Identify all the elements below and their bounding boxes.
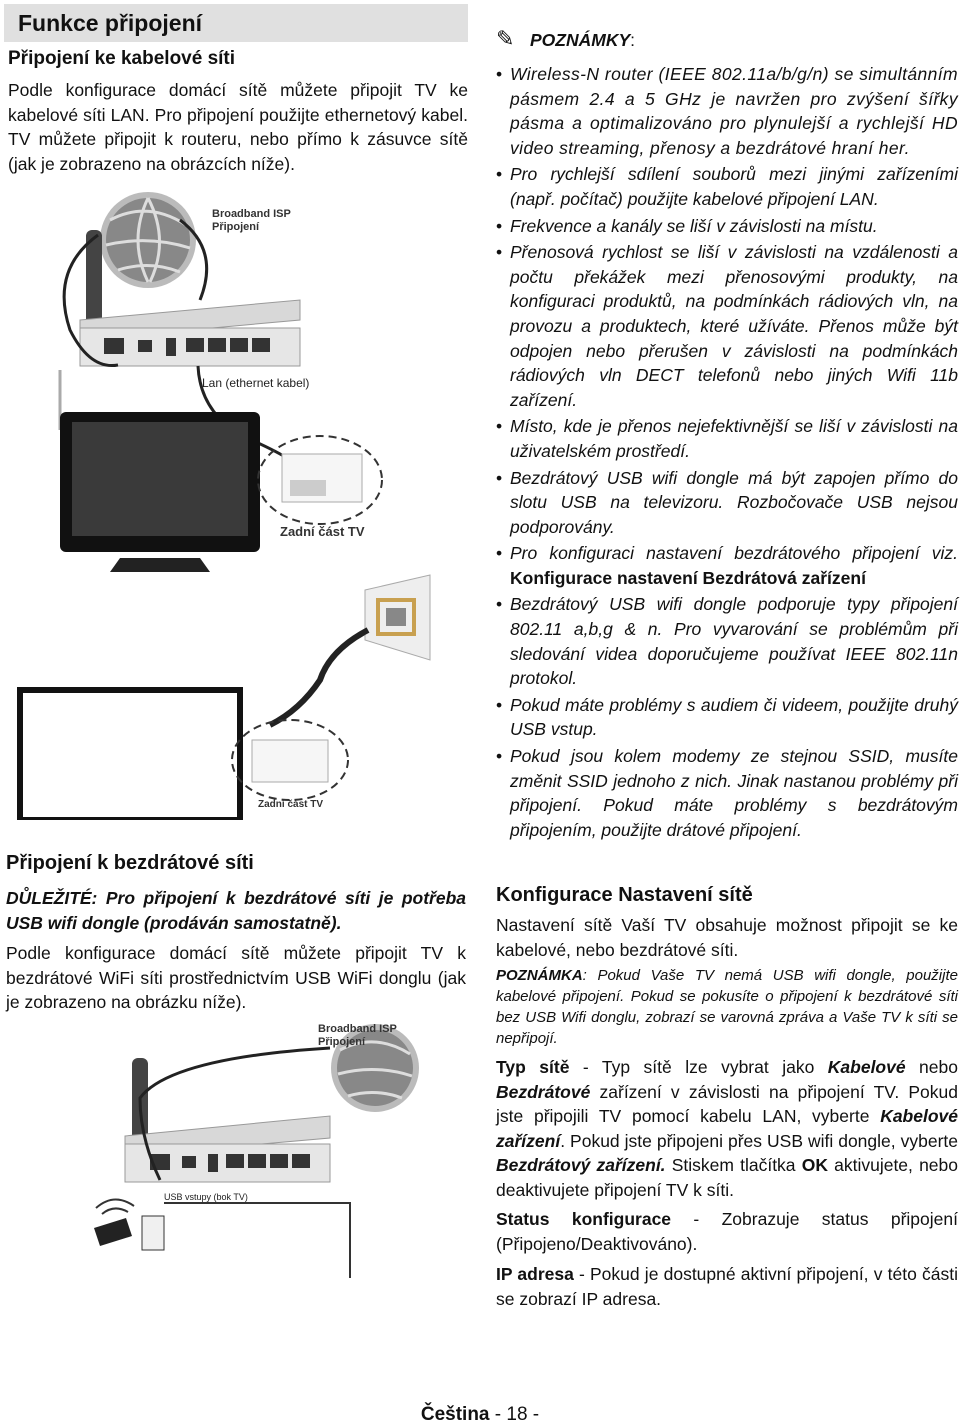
- wireless-text: Podle konfigurace domácí sítě můžete připojit TV k bezdrátové WiFi síti prostřednictvím USB WiFi donglu (jak je zobrazeno na obrázku níže).: [6, 943, 466, 1013]
- section-title: Funkce připojení: [18, 10, 203, 36]
- wired-connection-figure: [0, 180, 470, 820]
- wall-socket: [365, 575, 430, 660]
- pencil-icon: ✎: [496, 26, 515, 51]
- status-config-text: Status konfigurace - Zobrazuje status připojení (Připojeno/Deaktivováno).: [496, 1209, 958, 1254]
- note-item: • Wireless-N router (IEEE 802.11a/b/g/n) se simultánním pásmem 2.4 a 5 GHz je navržen pro zvýšení šířky pásma a optimalizováno pro plynulejší a rychlejší HD video streaming, přenosy a bezdrátové hraní her.: [496, 62, 958, 160]
- note-item: • Pro rychlejší sdílení souborů mezi jinými zařízeními (např. počítač) použijte kabelové připojení LAN.: [496, 162, 958, 211]
- notes-header: ✎ POZNÁMKY:: [496, 26, 636, 51]
- config-note: POZNÁMKA: Pokud Vaše TV nemá USB wifi dongle, použijte kabelové připojení. Pokud se pokusíte o připojení k bezdrátové síti bez USB Wifi donglu, zobrazí se varovná zpráva a Vaše TV k síti se nepřipojí.: [496, 967, 958, 1047]
- notes-list: [496, 62, 958, 844]
- usb-label: USB vstupy (bok TV): [164, 1192, 248, 1202]
- notes-label: POZNÁMKY: [530, 30, 631, 50]
- footer-language: Čeština: [420, 1404, 490, 1425]
- note-item: • Bezdrátový USB wifi dongle má být zapojen přímo do slotu USB na televizoru. Rozbočovače USB nejsou podporovány.: [496, 466, 958, 540]
- usb-dongle-icon: [94, 1199, 134, 1246]
- isp2-label-2: Připojení: [318, 1036, 366, 1048]
- globe-icon: [100, 192, 196, 288]
- tv-front: [60, 412, 260, 572]
- note-item: • Pro konfiguraci nastavení bezdrátového připojení viz. Konfigurace nastavení Bezdrátová zařízení: [496, 541, 958, 590]
- page-footer: [0, 1404, 960, 1426]
- note-item: • Pokud jsou kolem modemy ze stejnou SSID, musíte změnit SSID jednoho z nich. Jinak nastanou problémy při připojení. Pokud máte problémy s bezdrátovým připojením, použijte drátové připojení.: [496, 744, 958, 842]
- note-item: • Místo, kde je přenos nejefektivnější se liší v závislosti na uživatelském prostředí.: [496, 414, 958, 463]
- isp-label-2: Připojení: [212, 221, 260, 233]
- wired-text: Podle konfigurace domácí sítě můžete připojit TV ke kabelové síti LAN. Pro připojení použijte ethernetový kabel. TV můžete připojit k routeru, nebo přímo k zásuvce sítě (jak je zobrazeno na obrázcích níže).: [8, 80, 468, 174]
- isp2-label-1: Broadband ISP: [318, 1023, 397, 1035]
- note-item: • Přenosová rychlost se liší v závislosti na vzdálenosti a počtu překážek mezi přenosovými produkty, na konfiguraci produktů, na podmínkách rádiových vln, na provozu a produktech, které užíváte. Přenos může být odpojen nebo přerušen v závislosti na podmínkách rádiových vln DECT telefonů nebo jiných Wifi 11b zařízení.: [496, 240, 958, 412]
- important-note: DŮLEŽITÉ: Pro připojení k bezdrátové síti je potřeba USB wifi dongle (prodáván samostatně).: [6, 888, 466, 933]
- rear-label-1: Zadní část TV: [280, 524, 365, 539]
- note-item: • Bezdrátový USB wifi dongle podporuje typy připojení 802.11 a,b,g & n. Pro vyvarování se problémům při sledování videa doporučujeme používat IEEE 802.11n protokol.: [496, 592, 958, 690]
- section-title-band: [4, 4, 468, 42]
- router: [80, 300, 300, 366]
- wireless-heading: Připojení k bezdrátové síti: [6, 852, 254, 874]
- lan-label: Lan (ethernet kabel): [202, 376, 310, 390]
- wired-heading: Připojení ke kabelové síti: [8, 48, 236, 69]
- isp-label-1: Broadband ISP: [212, 208, 291, 220]
- rear-label-2: Zadní část TV: [258, 799, 324, 810]
- network-type-text: Typ sítě - Typ sítě lze vybrat jako Kabelové nebo Bezdrátové zařízení v závislosti na připojení TV. Pokud jste připojili TV pomocí kabelu LAN, vyberte Kabelové zařízení. Pokud jste připojeni přes USB wifi dongle, vyberte Bezdrátový zařízení. Stiskem tlačítka OK aktivujete, nebo deaktivujete připojení TV k síti.: [496, 1057, 958, 1200]
- tv-front-2: [20, 690, 240, 820]
- note-item: • Pokud máte problémy s audiem či videem, použijte druhý USB vstup.: [496, 693, 958, 742]
- wireless-connection-figure: [80, 1018, 440, 1278]
- config-heading: Konfigurace Nastavení sítě: [496, 884, 753, 906]
- footer-page-number: - 18 -: [489, 1404, 540, 1425]
- config-text: Nastavení sítě Vaší TV obsahuje možnost připojit se ke kabelové, nebo bezdrátové síti.: [496, 915, 958, 960]
- ip-address-text: IP adresa - Pokud je dostupné aktivní připojení, v této části se zobrazí IP adresa.: [496, 1264, 958, 1309]
- note-item: • Frekvence a kanály se liší v závislosti na místu.: [496, 214, 958, 239]
